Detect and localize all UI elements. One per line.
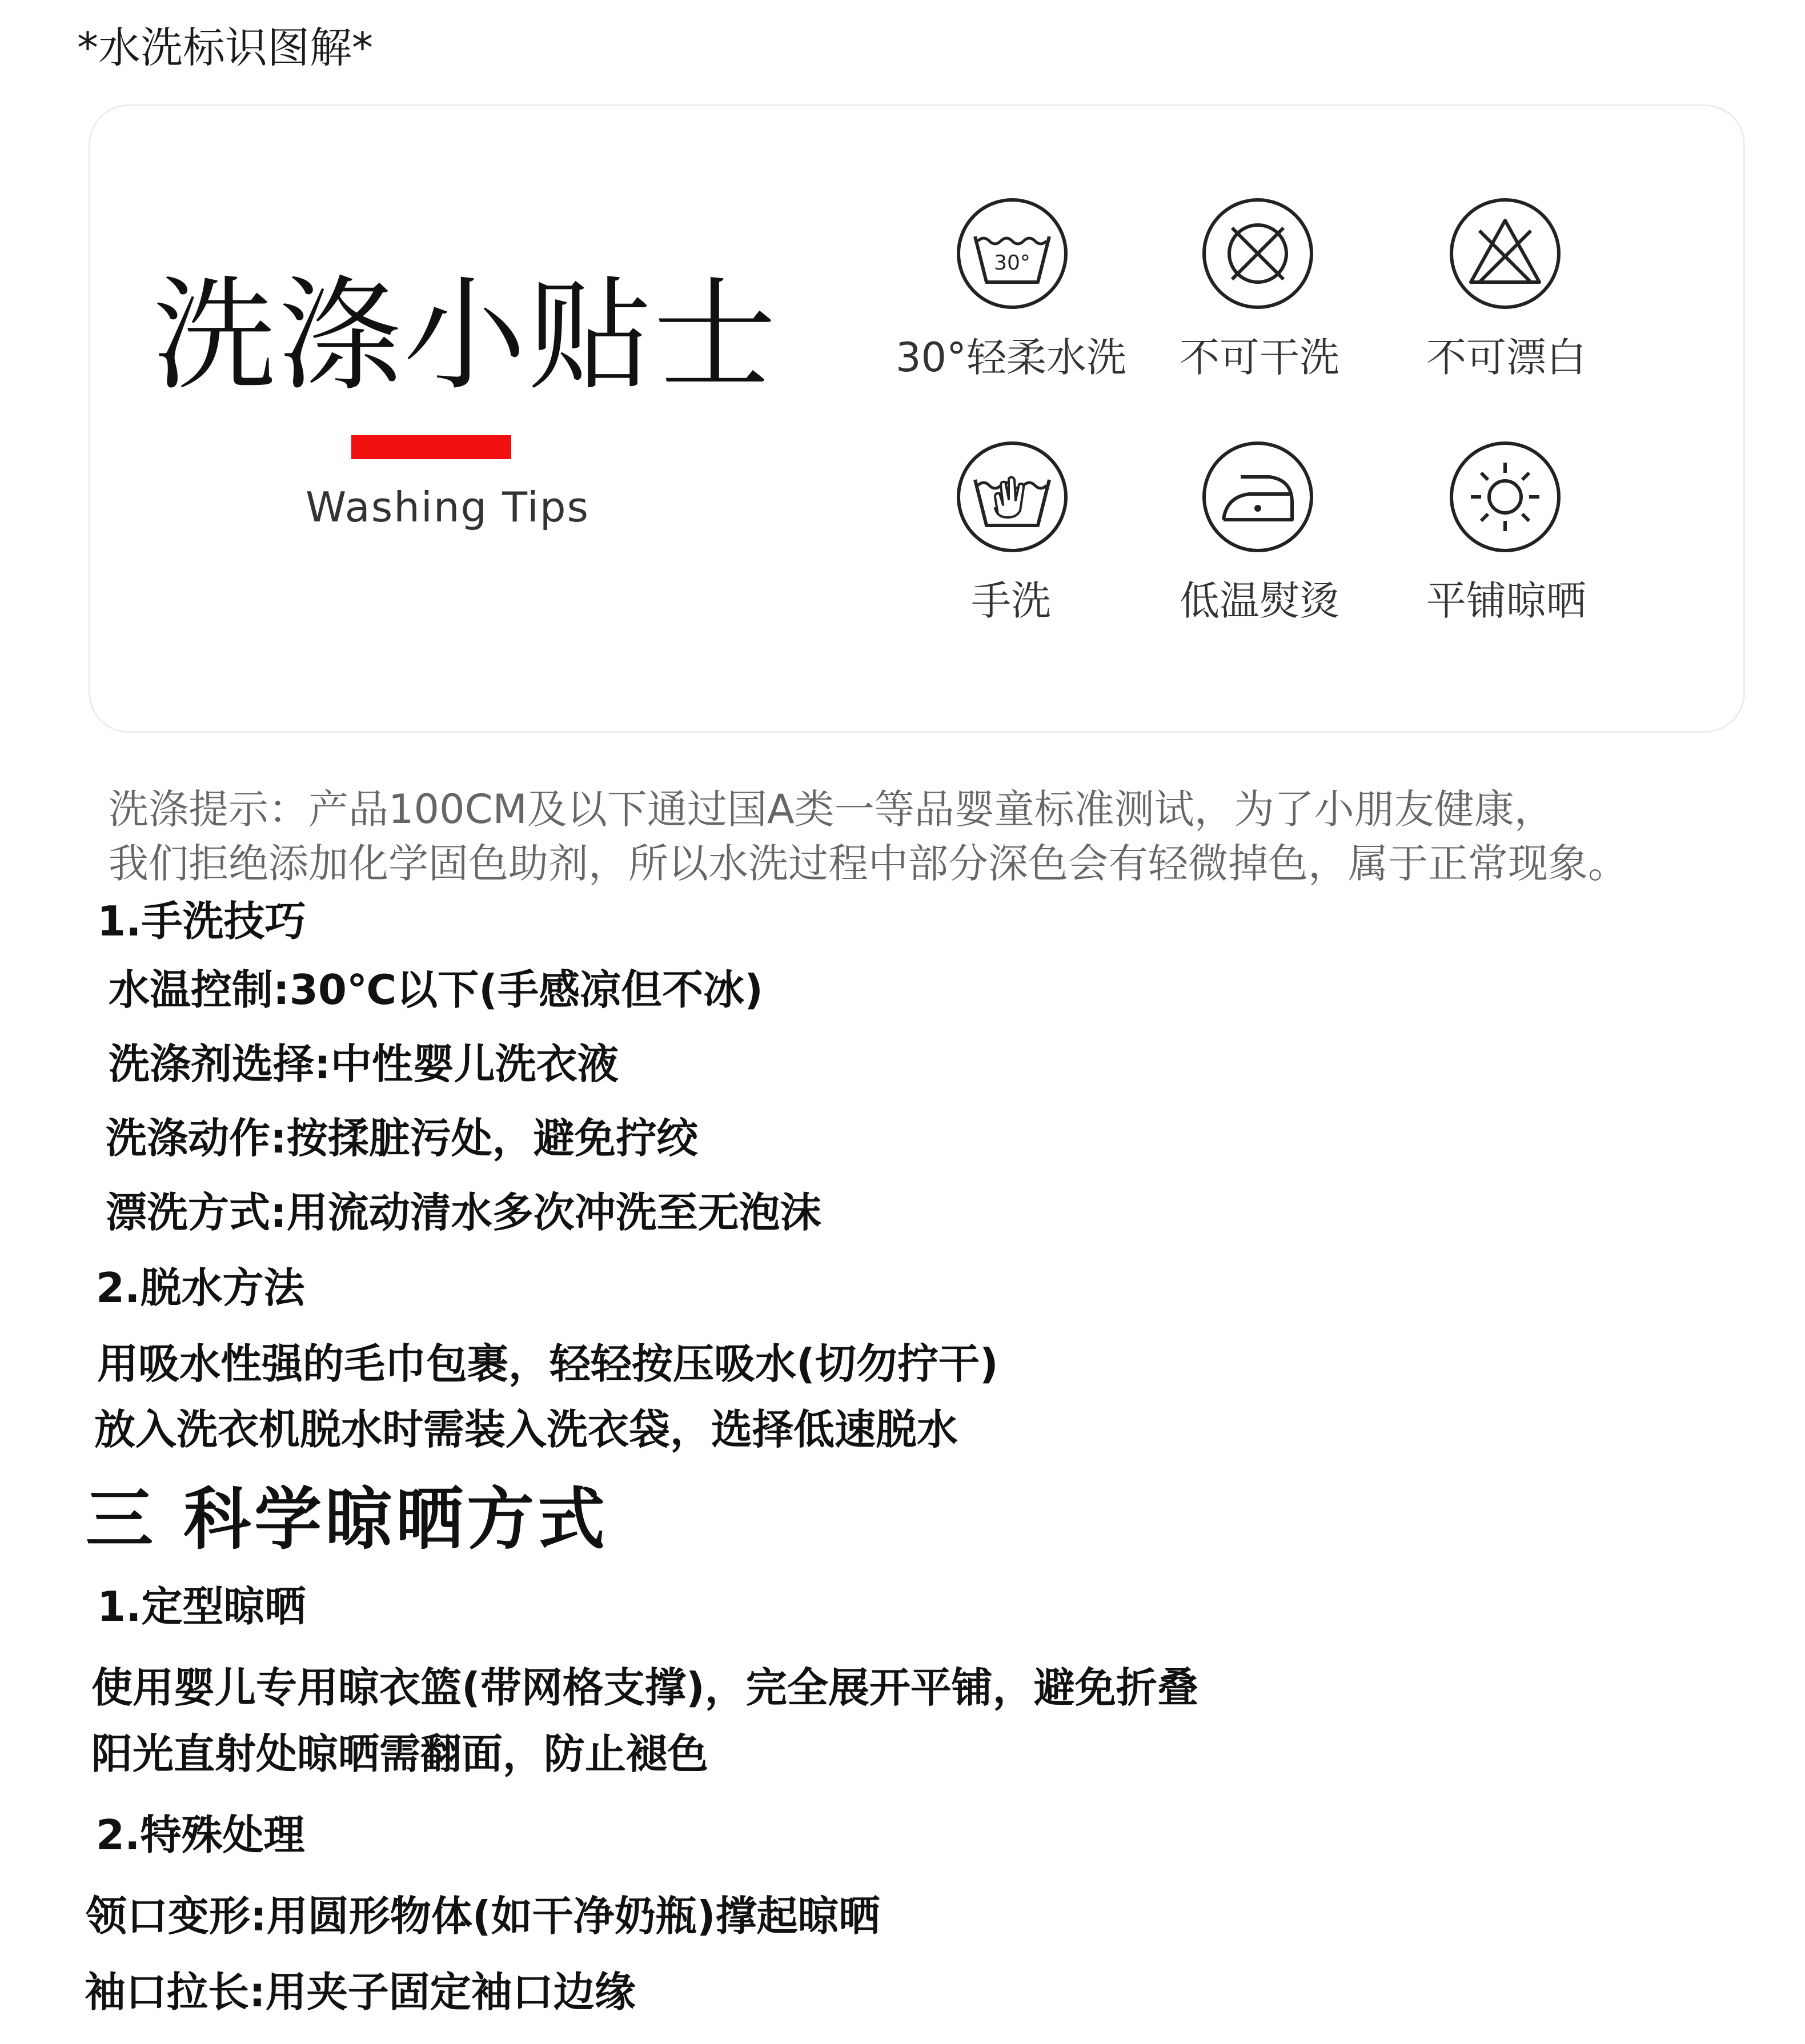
- flat-dry-icon: [1448, 440, 1562, 554]
- hand-wash-icon: [955, 440, 1069, 554]
- hand-wash-item: 漂洗方式:用流动清水多次冲洗至无泡沫: [106, 1188, 821, 1236]
- dehydrate-item: 放入洗衣机脱水时需装入洗衣袋，选择低速脱水: [94, 1405, 958, 1453]
- tips-subtitle: Washing Tips: [306, 483, 590, 531]
- shaping-heading: 1.定型晾晒: [97, 1583, 306, 1631]
- special-item: 袖口拉长:用夹子固定袖口边缘: [85, 1968, 636, 2016]
- low-temp-iron-icon: [1201, 440, 1315, 554]
- tips-title: 洗涤小贴士: [153, 264, 779, 407]
- dehydrate-item: 用吸水性强的毛巾包裹，轻轻按压吸水(切勿拧干): [97, 1340, 998, 1388]
- no-bleach-icon: [1448, 196, 1562, 311]
- special-item: 领口变形:用圆形物体(如干净奶瓶)撑起晾晒: [86, 1892, 880, 1940]
- wash-temp-text: 30°: [994, 251, 1030, 275]
- shaping-item: 使用婴儿专用晾衣篮(带网格支撑)，完全展开平铺，避免折叠: [91, 1664, 1198, 1712]
- shaping-item: 阳光直射处晾晒需翻面，防止褪色: [91, 1730, 709, 1778]
- hand-wash-item: 洗涤动作:按揉脏污处，避免拧绞: [106, 1114, 698, 1162]
- care-label-wash-30: 30°轻柔水洗: [895, 334, 1127, 381]
- hand-wash-item: 洗涤剂选择:中性婴儿洗衣液: [109, 1040, 619, 1088]
- care-label-no-bleach: 不可漂白: [1426, 334, 1586, 381]
- notice-line-2: 我们拒绝添加化学固色助剂，所以水洗过程中部分深色会有轻微掉色，属于正常现象。: [109, 840, 1628, 887]
- section-three-title: 三 科学晾晒方式: [86, 1480, 609, 1559]
- hand-wash-heading: 1.手洗技巧: [97, 897, 306, 945]
- dehydrate-heading: 2.脱水方法: [96, 1264, 305, 1312]
- header-label: *水洗标识图解*: [77, 23, 373, 73]
- wash-30-icon: [955, 196, 1069, 311]
- title-accent-bar: [351, 435, 511, 459]
- care-label-hand-wash: 手洗: [971, 577, 1051, 624]
- care-label-no-dry-clean: 不可干洗: [1180, 334, 1339, 381]
- hand-wash-item: 水温控制:30℃以下(手感凉但不冰): [109, 966, 763, 1014]
- care-label-low-temp-iron: 低温熨烫: [1180, 577, 1339, 624]
- no-dry-clean-icon: [1201, 196, 1315, 311]
- care-label-flat-dry: 平铺晾晒: [1426, 577, 1586, 624]
- special-heading: 2.特殊处理: [96, 1811, 305, 1859]
- notice-line-1: 洗涤提示：产品100CM及以下通过国A类一等品婴童标准测试，为了小朋友健康，: [109, 786, 1554, 833]
